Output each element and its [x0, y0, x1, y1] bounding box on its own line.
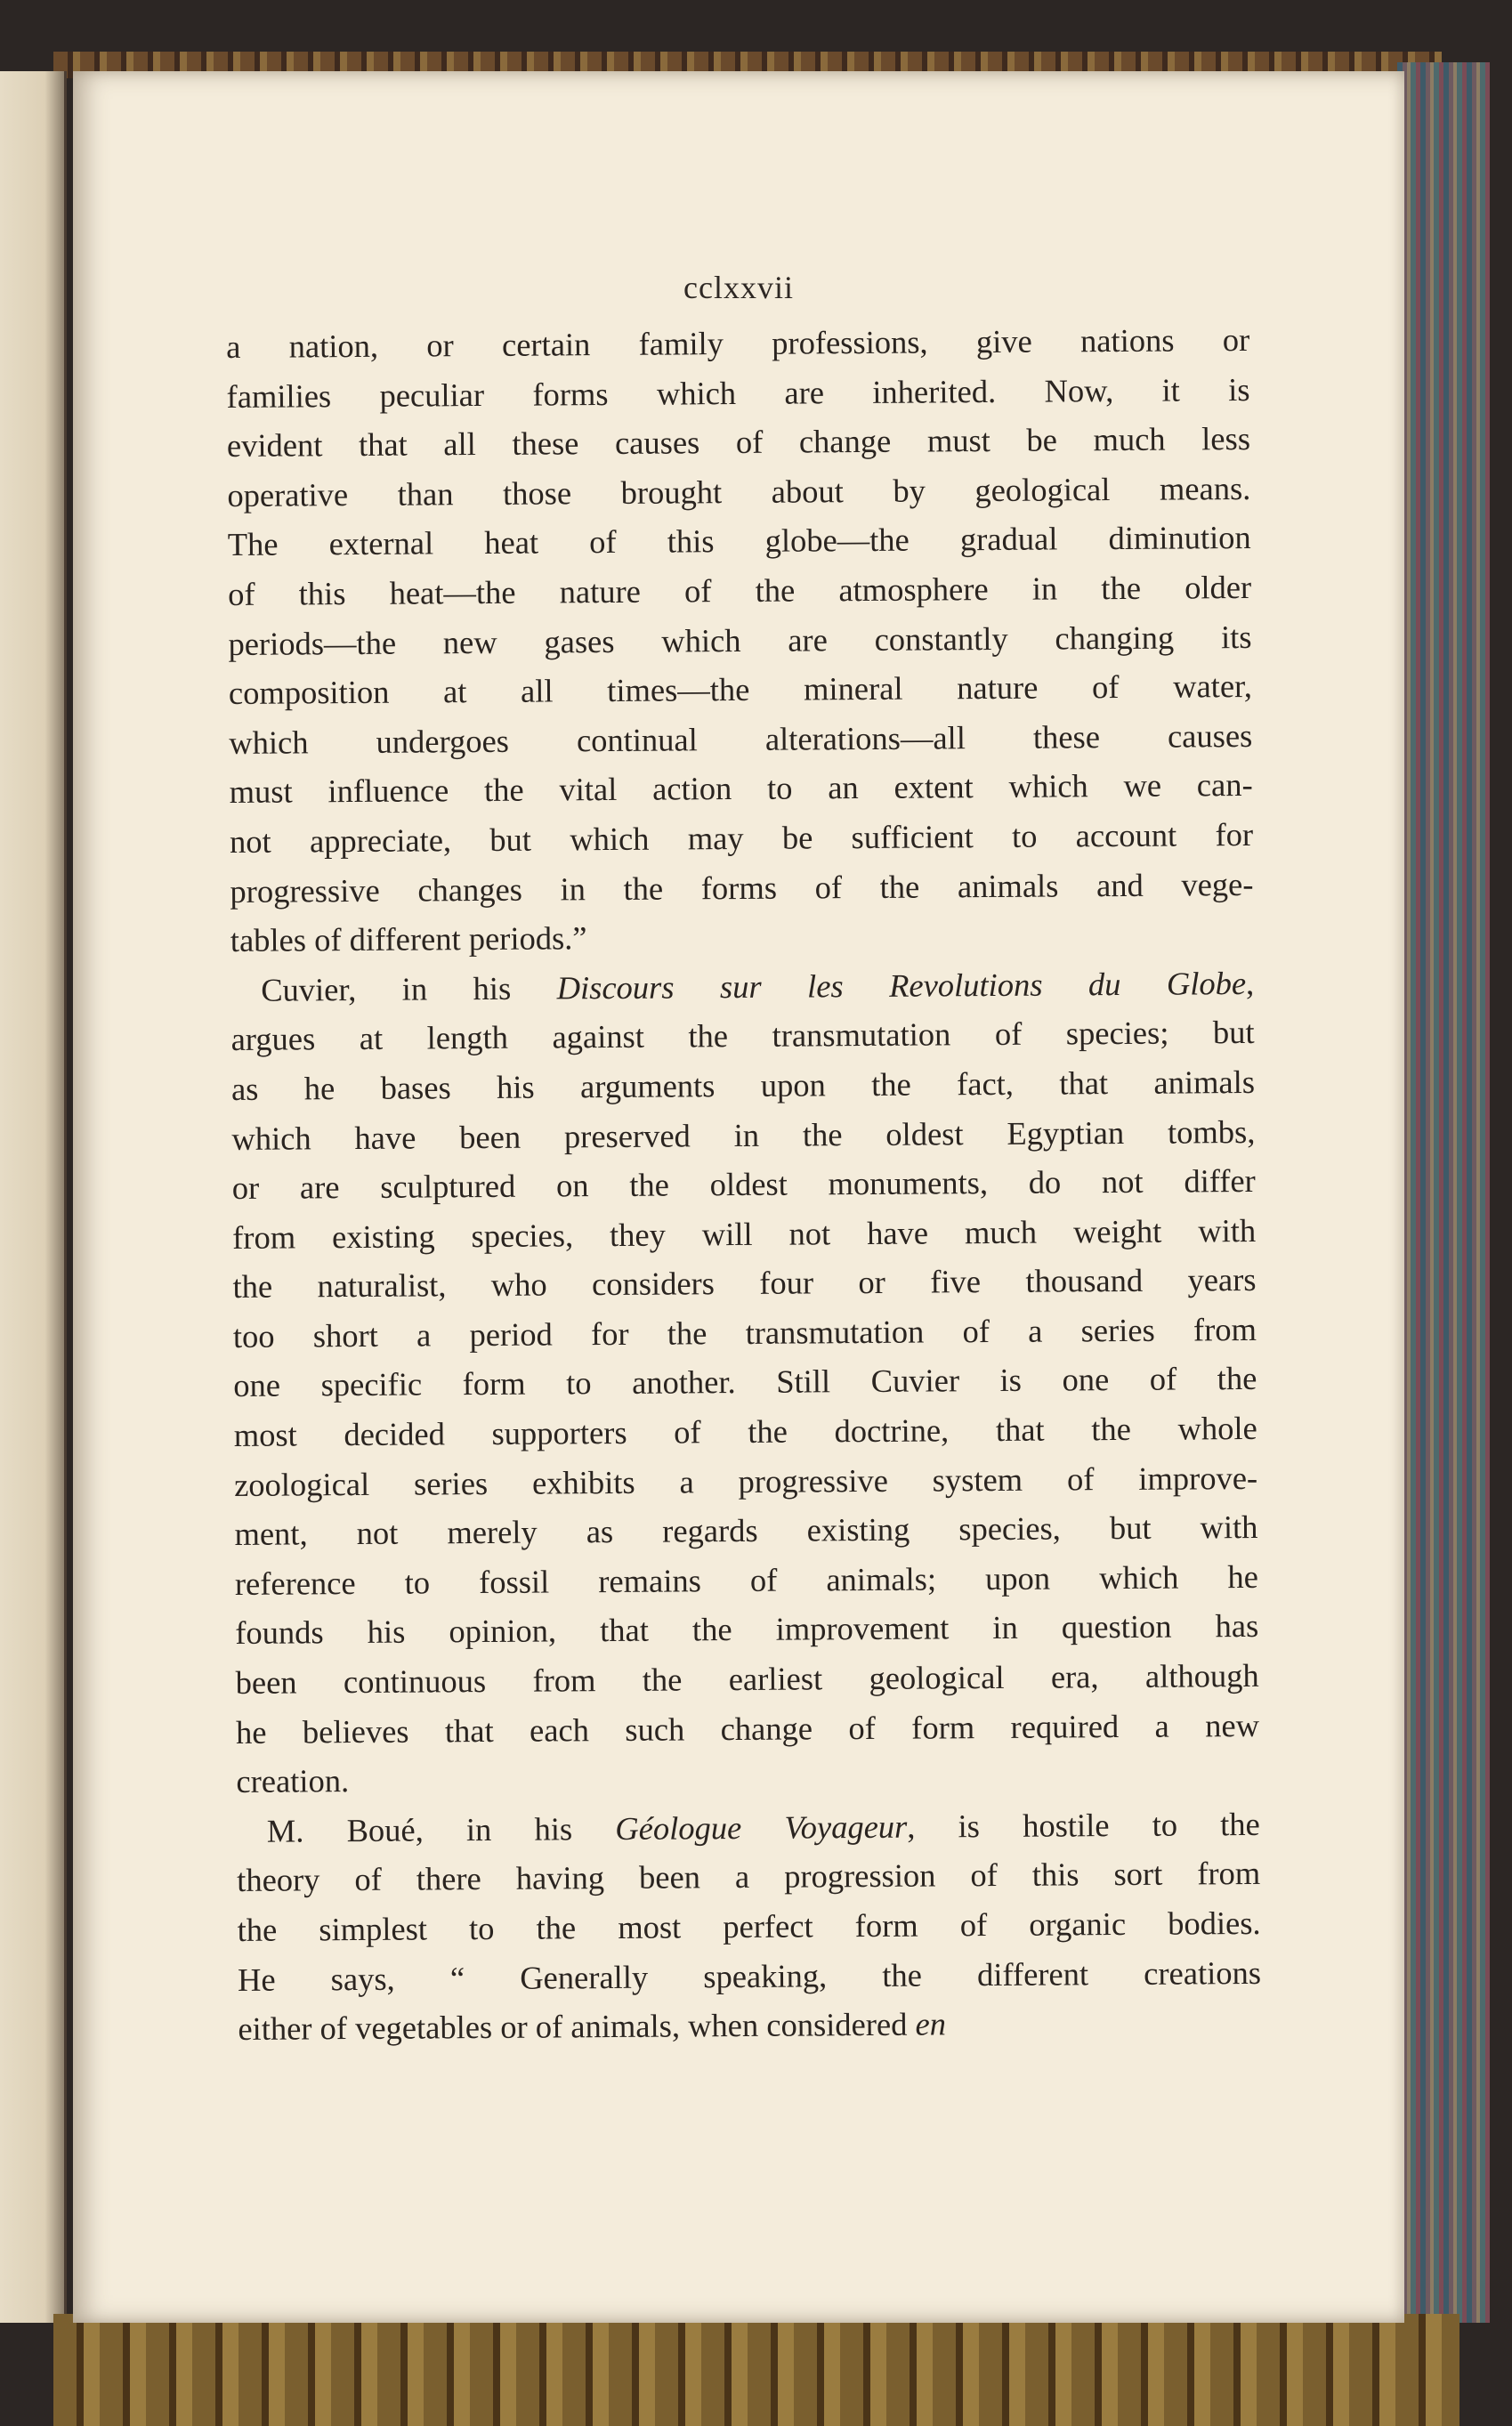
text-line: progressive changes in the forms of the animals and vege- — [230, 865, 1254, 910]
text-line: one specific form to another. Still Cuvier is one of the — [233, 1360, 1257, 1404]
text-line: theory of there having been a progression of this sort from — [237, 1855, 1261, 1899]
text-line: The external heat of this globe—the gradual diminution — [227, 519, 1251, 563]
text-line: the naturalist, who considers four or five thousand years — [232, 1261, 1257, 1306]
text-line: ment, not merely as regards existing species, but with — [234, 1508, 1258, 1553]
text-line: he believes that each such change of form required a new — [235, 1706, 1260, 1751]
italic-phrase: Discours sur les Revolutions du Globe — [556, 964, 1247, 1007]
text-line: been continuous from the earliest geological era, although — [235, 1656, 1259, 1701]
text-line: founds his opinion, that the improvement in question has — [235, 1607, 1259, 1652]
text-line: tables of different periods.” — [230, 919, 587, 959]
text-line: either of vegetables or of animals, when considered en — [238, 2005, 947, 2048]
text-line: as he bases his arguments upon the fact, that animals — [230, 1063, 1256, 1107]
text-line: Cuvier, in his Discours sur les Revolutions du Globe, — [261, 964, 1255, 1008]
facing-page-edge — [0, 71, 67, 2323]
text-line: M. Boué, in his Géologue Voyageur, is hostile to the — [266, 1805, 1260, 1849]
text-line: which have been preserved in the oldest Egyptian tombs, — [231, 1112, 1256, 1157]
paragraph — [226, 315, 1254, 966]
text-line: creation. — [236, 1762, 350, 1800]
paragraph — [237, 1799, 1262, 2054]
italic-phrase: Géologue Voyageur — [615, 1807, 908, 1847]
paragraph — [230, 958, 1260, 1807]
text-line: must influence the vital action to an extent which we can- — [229, 766, 1253, 811]
text-line: from existing species, they will not have much weight with — [232, 1211, 1257, 1256]
binding-bottom-edge — [53, 2314, 1459, 2426]
text-line: or are sculptured on the oldest monuments, do not differ — [231, 1162, 1256, 1207]
text-line: operative than those brought about by geological means. — [227, 469, 1251, 514]
text-line: zoological series exhibits a progressive system of improve- — [233, 1459, 1258, 1503]
text-line: not appreciate, but which may be sufficient to account for — [229, 815, 1254, 860]
text-line: argues at length against the transmutation of species; but — [230, 1014, 1255, 1058]
text-line: reference to fossil remains of animals; upon which he — [234, 1557, 1259, 1602]
text-line: too short a period for the transmutation of a series from — [232, 1310, 1257, 1355]
text-line: a nation, or certain family professions, give nations or — [226, 320, 1250, 365]
text-line: periods—the new gases which are constantly changing its — [228, 618, 1252, 662]
text-line: most decided supporters of the doctrine, that the whole — [233, 1410, 1257, 1454]
text-line: evident that all these causes of change must be much less — [226, 420, 1251, 465]
text-line: which undergoes continual alterations—all these causes — [229, 716, 1253, 761]
text-line: families peculiar forms which are inherited. Now, it is — [226, 370, 1250, 415]
text-line: the simplest to the most perfect form of organic bodies. — [237, 1904, 1261, 1948]
text-line: of this heat—the nature of the atmosphere in the older — [227, 568, 1252, 612]
book-page — [73, 71, 1404, 2323]
text-line: composition at all times—the mineral nature of water, — [228, 667, 1253, 712]
text-line: He says, “ Generally speaking, the different creations — [237, 1953, 1262, 1998]
page-number-header: cclxxvii — [683, 270, 794, 305]
page-body-text — [226, 315, 1262, 2054]
marbled-page-edges — [1397, 62, 1490, 2323]
italic-phrase: en — [915, 2005, 947, 2042]
